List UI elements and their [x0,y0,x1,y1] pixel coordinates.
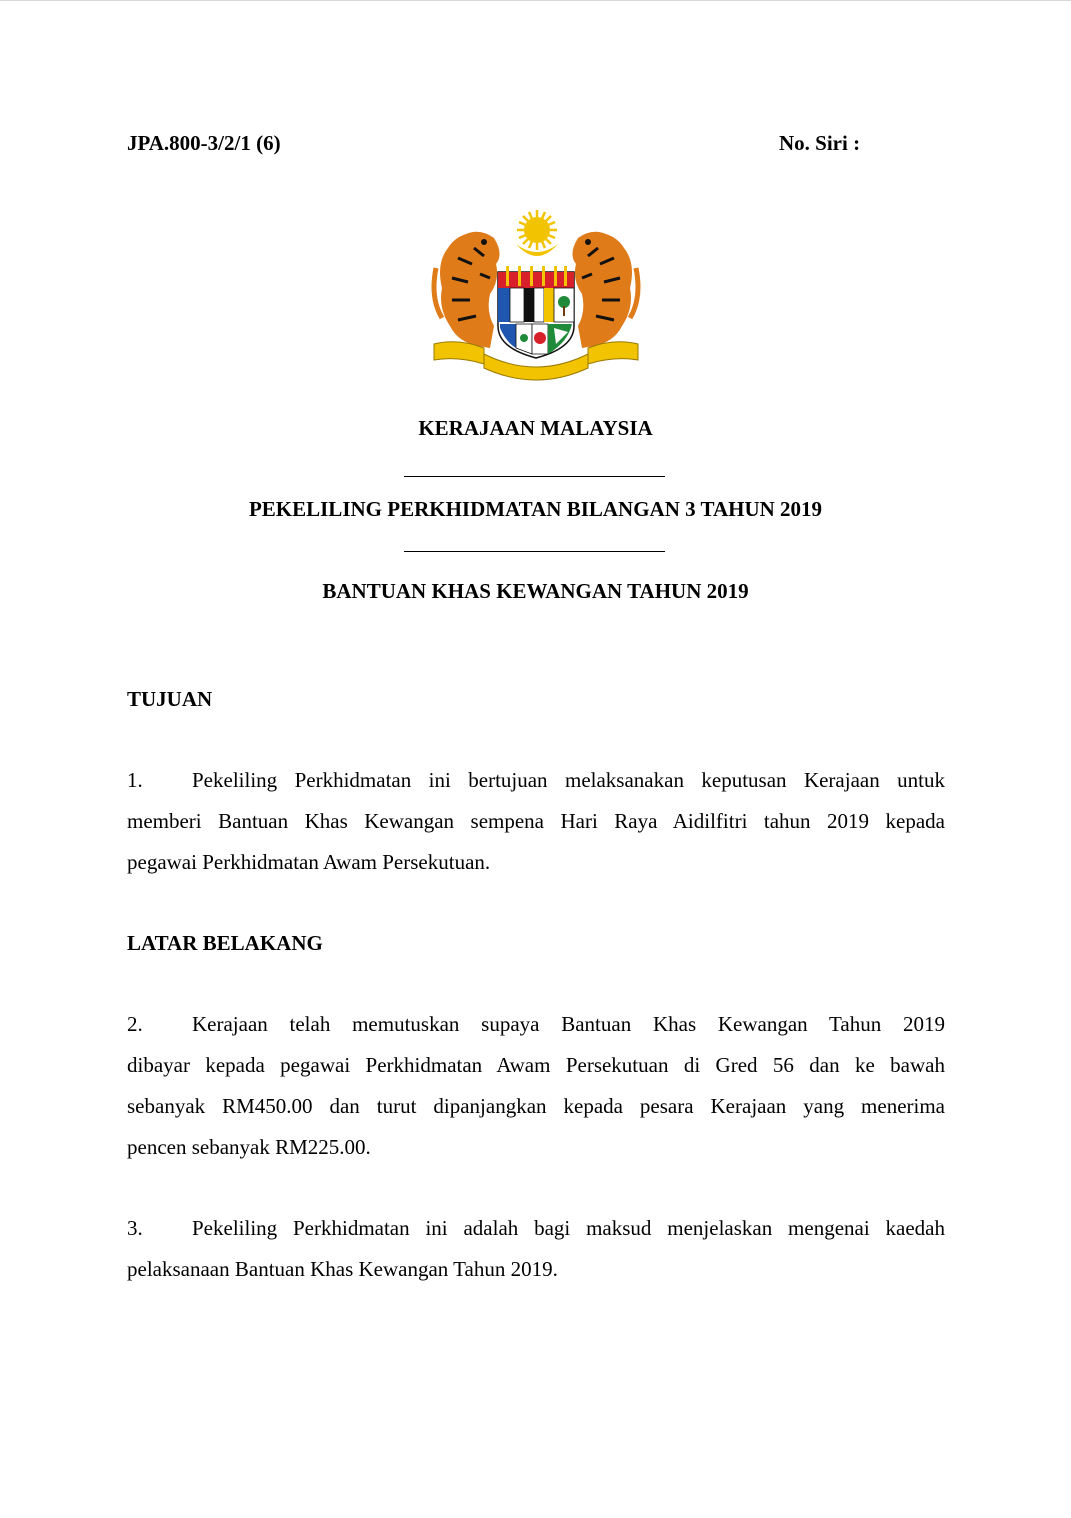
government-title: KERAJAAN MALAYSIA [418,416,653,440]
paragraph-line: memberi Bantuan Khas Kewangan sempena Hari Raya Aidilfitri tahun 2019 kepada [127,809,945,833]
reference-number: JPA.800-3/2/1 (6) [127,131,281,155]
paragraph-line: pencen sebanyak RM225.00. [127,1135,371,1159]
star-crescent-icon [516,210,558,256]
circular-title: PEKELILING PERKHIDMATAN BILANGAN 3 TAHUN 2019 [248,497,823,521]
malaysia-coat-of-arms-logo [428,208,644,384]
paragraph-line: sebanyak RM450.00 dan turut dipanjangkan kepada pesara Kerajaan yang menerima [127,1094,945,1118]
paragraph-line: dibayar kepada pegawai Perkhidmatan Awam Persekutuan di Gred 56 dan ke bawah [127,1053,945,1077]
paragraph-3 [127,1208,945,1290]
paragraph-1 [127,760,945,883]
paragraph-number: 3. [127,1216,143,1240]
paragraph-line-text: Kerajaan telah memutuskan supaya Bantuan Khas Kewangan Tahun 2019 [192,1012,945,1036]
paragraph-number: 1. [127,768,143,792]
shield-icon [498,266,574,358]
right-tiger-icon [572,232,638,348]
paragraph-line-text: Pekeliling Perkhidmatan ini bertujuan melaksanakan keputusan Kerajaan untuk [192,768,945,792]
subject-title: BANTUAN KHAS KEWANGAN TAHUN 2019 [322,579,749,603]
serial-number-label: No. Siri : [779,131,861,155]
paragraph-line: pelaksanaan Bantuan Khas Kewangan Tahun 2019. [127,1257,558,1281]
purpose-heading: TUJUAN [127,687,213,711]
paragraph-number: 2. [127,1012,143,1036]
paragraph-line [127,1004,945,1045]
left-tiger-icon [434,232,500,348]
paragraph-line-text: Pekeliling Perkhidmatan ini adalah bagi maksud menjelaskan mengenai kaedah [192,1216,945,1240]
background-heading: LATAR BELAKANG [127,931,323,955]
paragraph-line: pegawai Perkhidmatan Awam Persekutuan. [127,850,491,874]
paragraph-line [127,1208,945,1249]
paragraph-line [127,760,945,801]
title-divider-top [404,476,665,477]
title-divider-bottom [404,551,665,552]
page-top-border [0,0,1071,1]
paragraph-2 [127,1004,945,1168]
